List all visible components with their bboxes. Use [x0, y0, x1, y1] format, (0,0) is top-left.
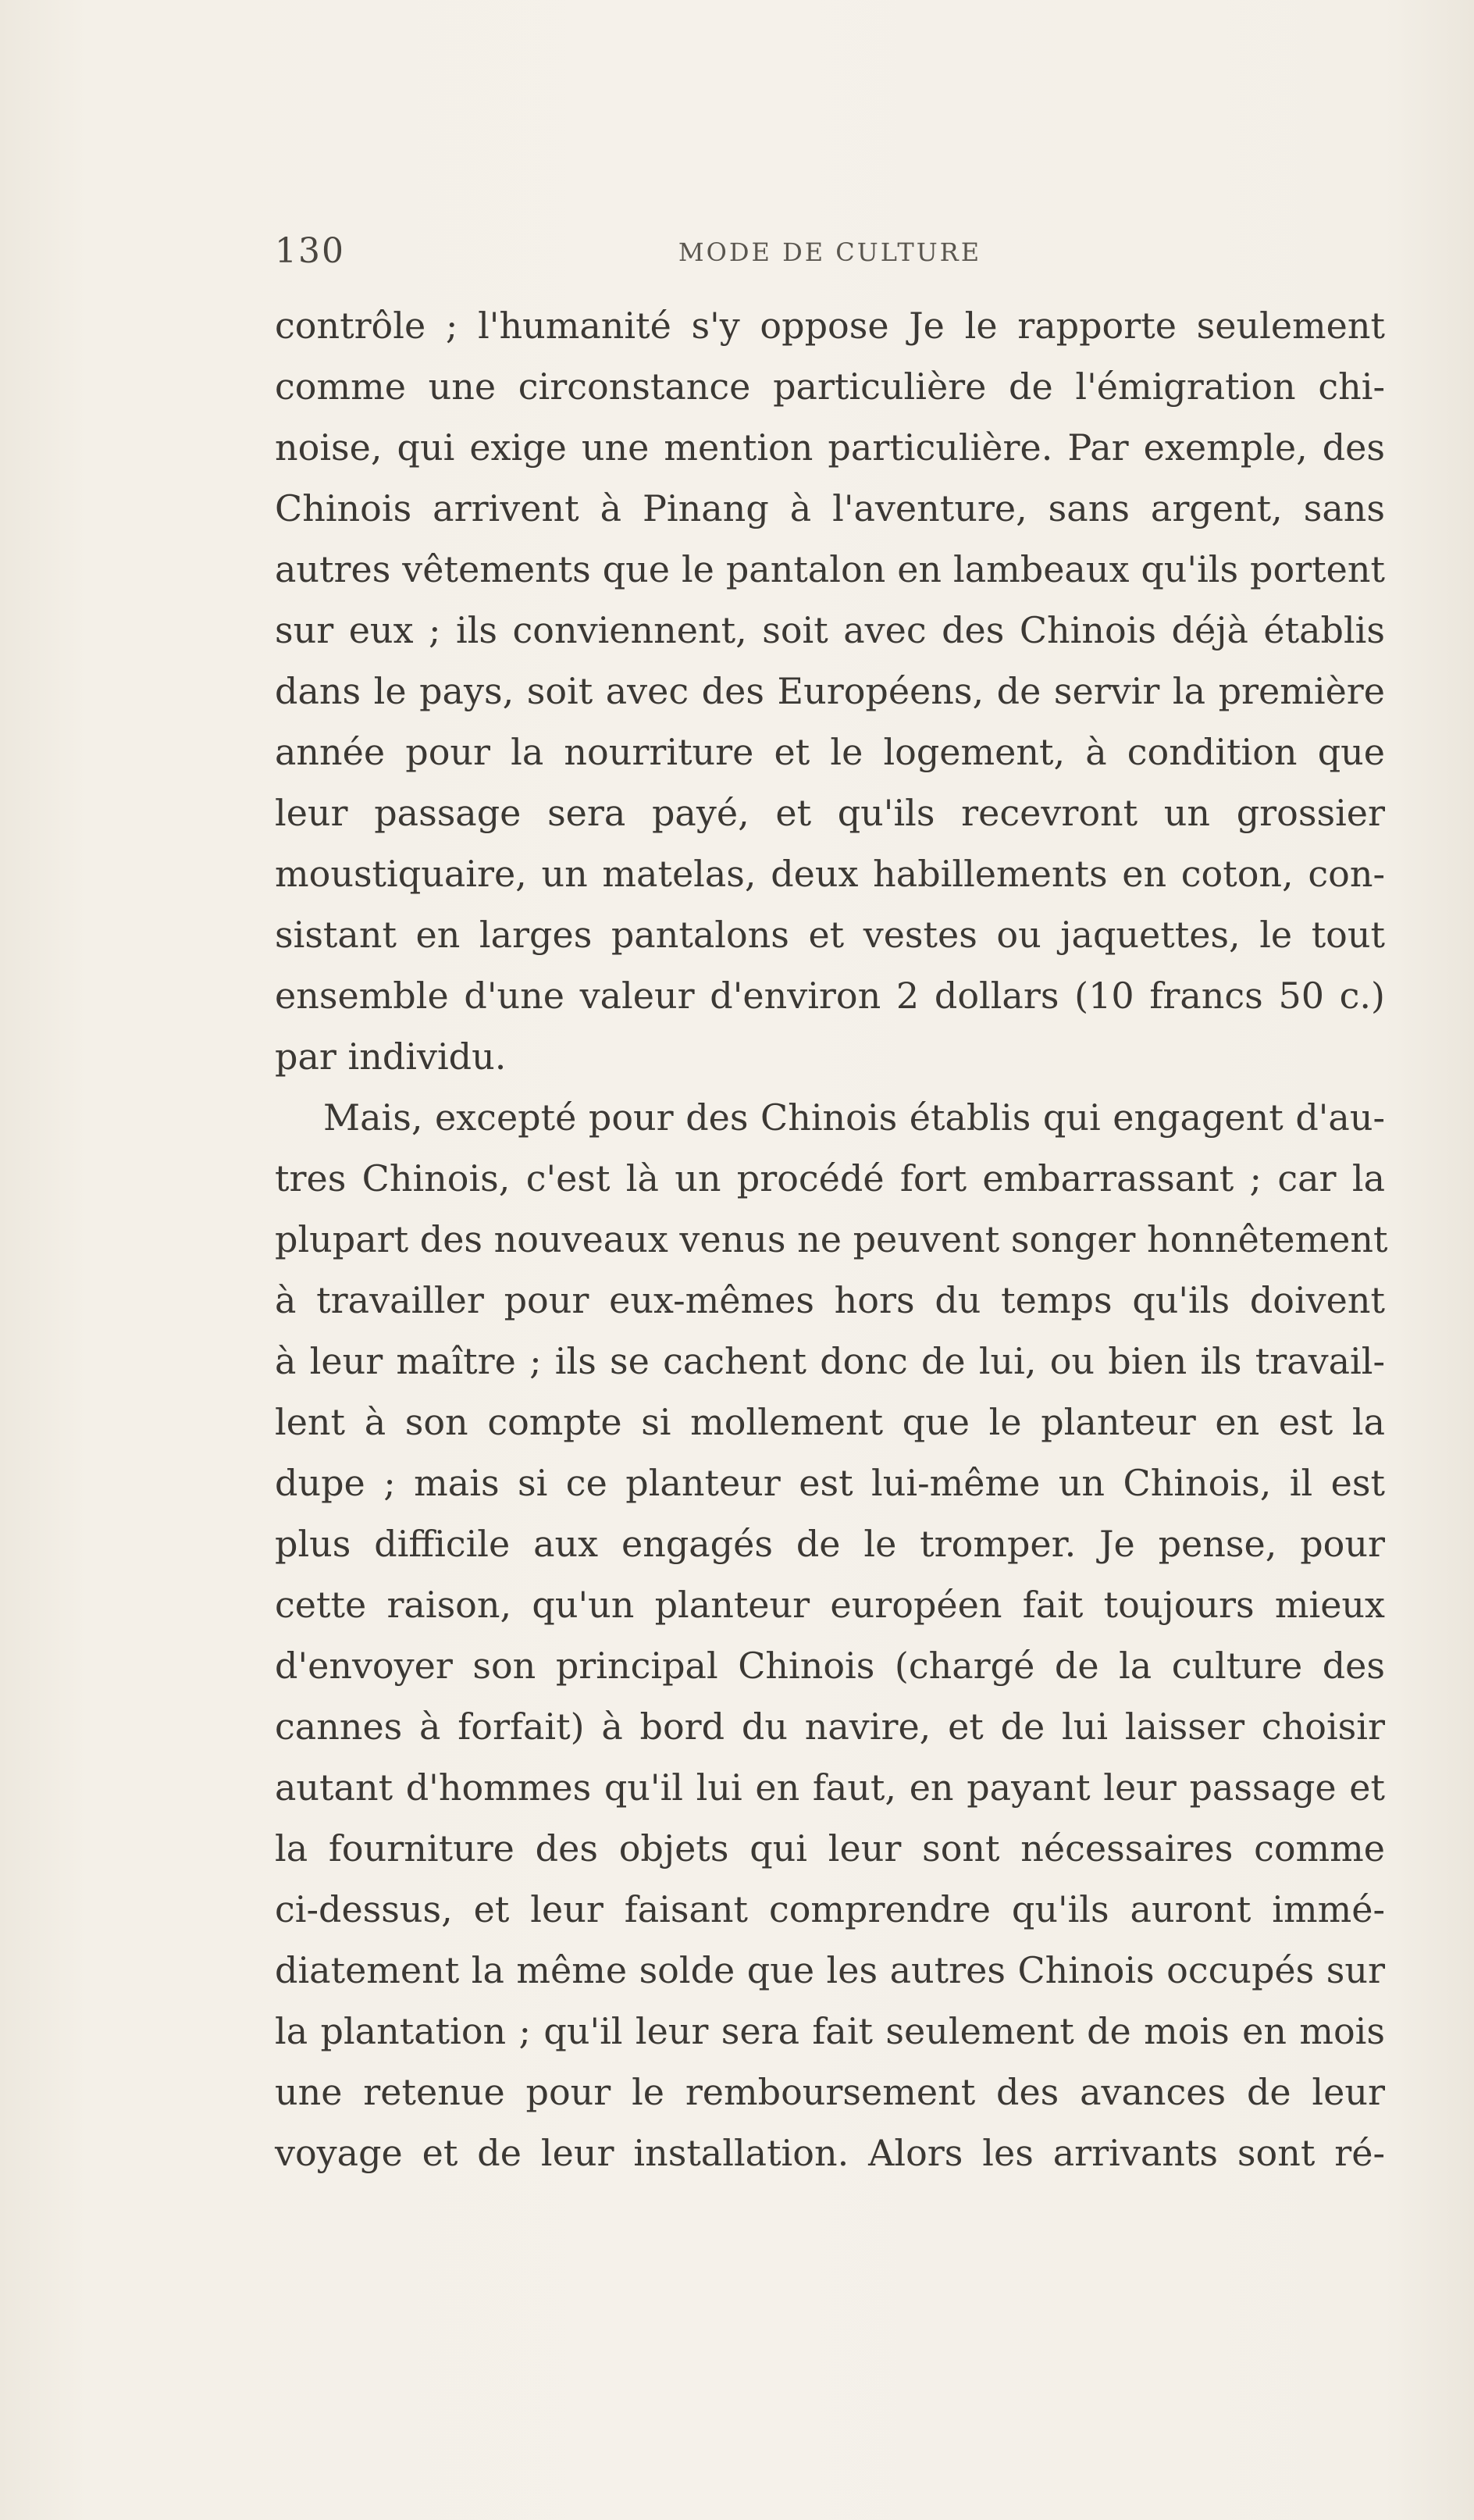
text-line: sur eux ; ils conviennent, soit avec des Chinois déjà établis — [275, 609, 1385, 651]
text-line: ci-dessus, et leur faisant comprendre qu'ils auront immé- — [275, 1888, 1385, 1930]
text-line: autres vêtements que le pantalon en lambeaux qu'ils portent — [275, 548, 1385, 590]
text-line: d'envoyer son principal Chinois (chargé de la culture des — [275, 1645, 1385, 1687]
text-line: lent à son compte si mollement que le planteur en est la — [275, 1401, 1385, 1443]
text-line: par individu. — [275, 1035, 507, 1078]
text-line: contrôle ; l'humanité s'y oppose Je le rapporte seulement — [275, 305, 1385, 347]
text-line: comme une circonstance particulière de l'émigration chi- — [275, 365, 1385, 408]
text-line: sistant en larges pantalons et vestes ou jaquettes, le tout — [275, 914, 1385, 956]
text-line: voyage et de leur installation. Alors les arrivants sont ré- — [275, 2132, 1385, 2174]
text-line: diatement la même solde que les autres Chinois occupés sur — [275, 1949, 1385, 1991]
page-number: 130 — [275, 231, 345, 271]
text-line: tres Chinois, c'est là un procédé fort embarrassant ; car la — [275, 1157, 1385, 1199]
paragraph-2 — [275, 1087, 1388, 2183]
text-line: autant d'hommes qu'il lui en faut, en payant leur passage et — [275, 1766, 1385, 1809]
text-line: ensemble d'une valeur d'environ 2 dollars (10 francs 50 c.) — [275, 975, 1385, 1017]
text-line: cette raison, qu'un planteur européen fait toujours mieux — [275, 1584, 1385, 1626]
text-line: plus difficile aux engagés de le tromper. Je pense, pour — [275, 1523, 1385, 1565]
body-text — [275, 295, 1388, 2183]
running-title: MODE DE CULTURE — [678, 237, 982, 267]
text-line: Chinois arrivent à Pinang à l'aventure, sans argent, sans — [275, 487, 1385, 529]
text-line: une retenue pour le remboursement des avances de leur — [275, 2071, 1385, 2113]
text-line: cannes à forfait) à bord du navire, et de lui laisser choisir — [275, 1706, 1385, 1748]
text-line: à travailler pour eux-mêmes hors du temps qu'ils doivent — [275, 1279, 1385, 1321]
text-line: noise, qui exige une mention particulière. Par exemple, des — [275, 426, 1385, 469]
text-line: plupart des nouveaux venus ne peuvent songer honnêtement — [275, 1218, 1388, 1260]
paragraph-1 — [275, 295, 1385, 1087]
text-line: Mais, excepté pour des Chinois établis qui engagent d'au- — [323, 1096, 1385, 1139]
text-line: leur passage sera payé, et qu'ils recevront un grossier — [275, 792, 1385, 834]
text-line: à leur maître ; ils se cachent donc de lui, ou bien ils travail- — [275, 1340, 1385, 1382]
text-line: année pour la nourriture et le logement, à condition que — [275, 731, 1385, 773]
text-line: la fourniture des objets qui leur sont nécessaires comme — [275, 1827, 1385, 1870]
text-line: dans le pays, soit avec des Européens, de servir la première — [275, 670, 1385, 712]
text-line: dupe ; mais si ce planteur est lui-même un Chinois, il est — [275, 1462, 1385, 1504]
text-line: moustiquaire, un matelas, deux habillements en coton, con- — [275, 853, 1385, 895]
text-line: la plantation ; qu'il leur sera fait seulement de mois en mois — [275, 2010, 1385, 2052]
page-header — [275, 231, 1385, 278]
